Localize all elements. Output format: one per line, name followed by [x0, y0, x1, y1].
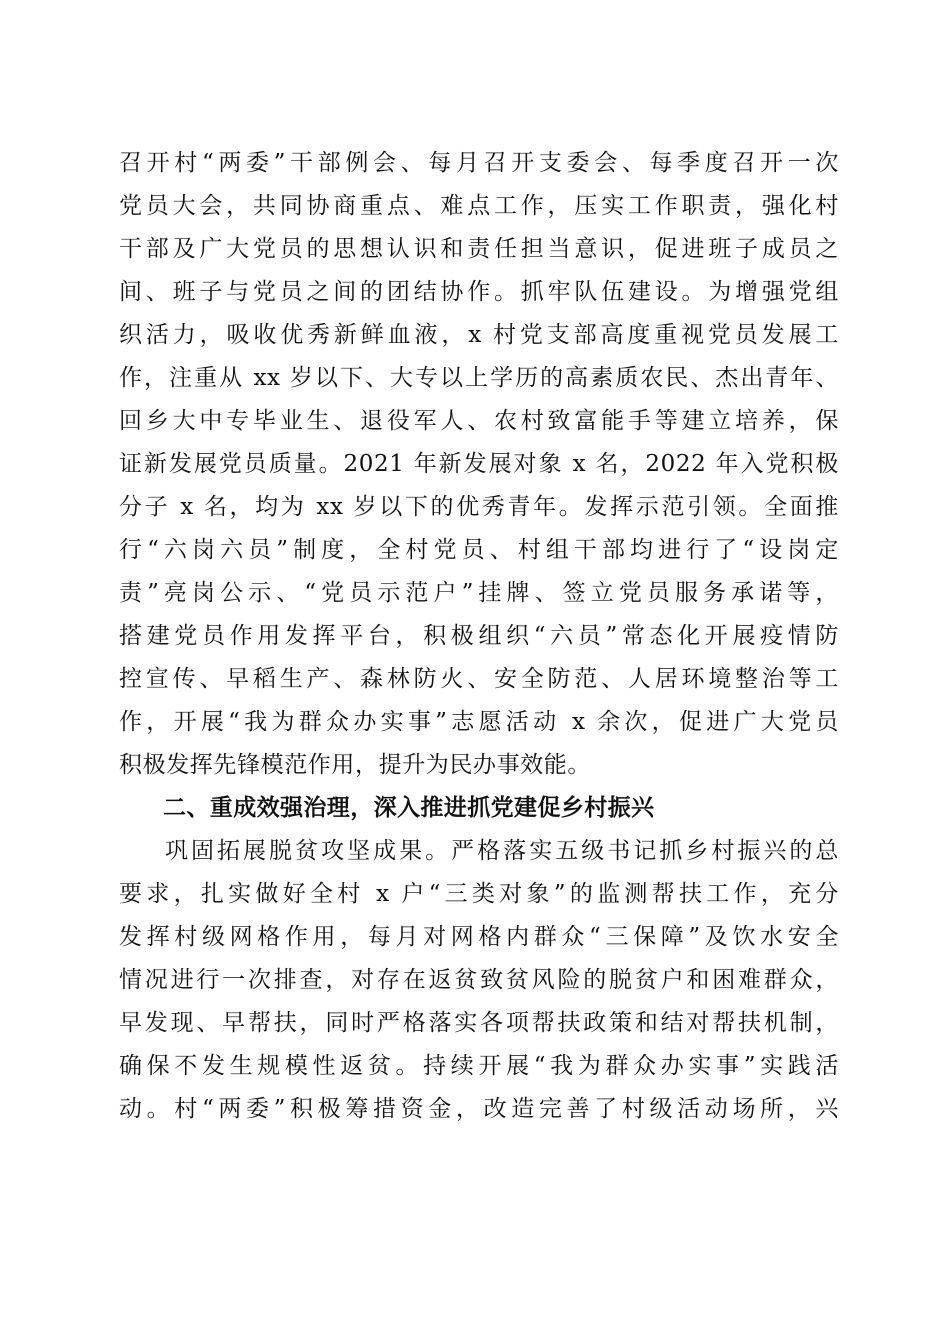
paragraph-line: 干部及广大党员的思想认识和责任担当意识，促进班子成员之	[119, 236, 839, 262]
paragraph-line: 回乡大中专毕业生、退役军人、农村致富能手等建立培养，保	[119, 408, 839, 434]
paragraph-line: 作，注重从 xx 岁以下、大专以上学历的高素质农民、杰出青年、	[119, 365, 839, 391]
paragraph-line: 间、班子与党员之间的团结协作。抓牢队伍建设。为增强党组	[119, 279, 839, 305]
paragraph-line: 早发现、早帮扶，同时严格落实各项帮扶政策和结对帮扶机制，	[119, 1010, 839, 1036]
paragraph-line-last: 积极发挥先锋模范作用，提升为民办事效能。	[119, 752, 591, 778]
paragraph-line: 织活力，吸收优秀新鲜血液，x 村党支部高度重视党员发展工	[119, 322, 839, 348]
paragraph-line: 情况进行一次排查，对存在返贫致贫风险的脱贫户和困难群众，	[119, 967, 839, 993]
paragraph-line: 证新发展党员质量。2021 年新发展对象 x 名，2022 年入党积极	[119, 451, 839, 477]
paragraph-line: 行“六岗六员”制度，全村党员、村组干部均进行了“设岗定	[119, 537, 839, 563]
paragraph-line: 发挥村级网格作用，每月对网格内群众“三保障”及饮水安全	[119, 924, 839, 950]
paragraph-line: 党员大会，共同协商重点、难点工作，压实工作职责，强化村	[119, 193, 839, 219]
paragraph-line: 要求，扎实做好全村 x 户“三类对象”的监测帮扶工作，充分	[119, 881, 839, 907]
paragraph-line: 搭建党员作用发挥平台，积极组织“六员”常态化开展疫情防	[119, 623, 839, 649]
paragraph-line: 确保不发生规模性返贫。持续开展“我为群众办实事”实践活	[119, 1053, 839, 1079]
section-heading: 二、重成效强治理，深入推进抓党建促乡村振兴	[163, 795, 655, 821]
paragraph-line: 动。村“两委”积极筹措资金，改造完善了村级活动场所，兴	[119, 1096, 839, 1122]
paragraph-line: 责”亮岗公示、“党员示范户”挂牌、签立党员服务承诺等，	[119, 580, 839, 606]
paragraph-line: 召开村“两委”干部例会、每月召开支委会、每季度召开一次	[119, 150, 839, 176]
paragraph-line: 作，开展“我为群众办实事”志愿活动 x 余次，促进广大党员	[119, 709, 839, 735]
paragraph-line-indented: 巩固拓展脱贫攻坚成果。严格落实五级书记抓乡村振兴的总	[165, 838, 839, 864]
paragraph-line: 控宣传、早稻生产、森林防火、安全防范、人居环境整治等工	[119, 666, 839, 692]
paragraph-line: 分子 x 名，均为 xx 岁以下的优秀青年。发挥示范引领。全面推	[119, 494, 839, 520]
